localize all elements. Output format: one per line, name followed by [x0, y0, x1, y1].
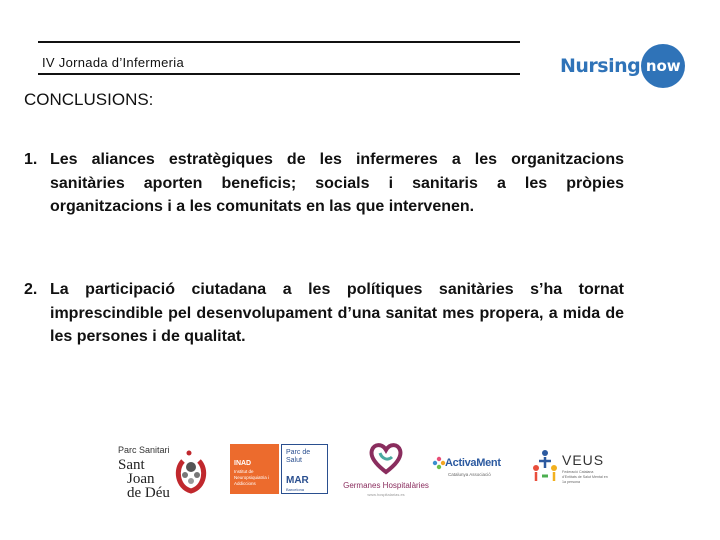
brand-circle: now — [641, 44, 685, 88]
brand-word: Nursing — [560, 55, 641, 77]
flower-icon — [432, 456, 446, 470]
people-icon — [530, 448, 560, 484]
conclusion-item — [24, 148, 624, 219]
sjd-line3: Joan — [127, 471, 155, 487]
sjd-line2: Sant — [118, 457, 145, 473]
logo-inad — [230, 444, 279, 494]
gh-url: www.hospitalarias.es — [367, 492, 405, 497]
section-heading: CONCLUSIONS: — [24, 90, 154, 109]
header-rule-bottom — [38, 73, 520, 75]
logo-germanes-hospitalaries — [340, 441, 432, 499]
logo-parc-de-salut-mar — [281, 444, 328, 494]
psmar-line2: MAR — [286, 475, 309, 486]
item-number: 2. — [24, 281, 38, 298]
activament-name: ActivaMent — [445, 457, 501, 469]
veus-name: VEUS — [562, 452, 605, 468]
psmar-line3: Barcelona — [286, 487, 305, 492]
header-title: IV Jornada d’Infermeria — [42, 55, 185, 70]
heart-icon — [368, 441, 404, 475]
item-text: Les aliances estratègiques de les infermeres a les organitzacions sanitàries aporten beneficis; socials i sanitaris a les pròpies organitzacions i a les comunitats en las que intervenen. — [50, 151, 624, 215]
psmar-line1: Parc de Salut — [286, 449, 311, 464]
inad-name: INAD — [234, 460, 252, 467]
inad-subtitle: Institut de Neuropsiquiatria i Addiccions — [234, 469, 270, 486]
sjd-emblem-icon — [173, 447, 209, 495]
activament-subtitle: Catalunya Associació — [448, 472, 491, 477]
item-number: 1. — [24, 151, 38, 168]
header-rule-top — [38, 41, 520, 43]
sjd-line4: de Déu — [127, 485, 170, 501]
logo-activament — [432, 454, 514, 484]
veus-subtitle: Federació Catalana d’Entitats de Salut Mental en 1a persona — [562, 470, 608, 484]
logo-veus — [530, 448, 610, 488]
gh-name: Germanes Hospitalàries — [343, 481, 429, 490]
nursing-now-logo — [560, 44, 685, 88]
item-text: La participació ciutadana a les polítiques sanitàries s’ha tornat imprescindible pel desenvolupament d’una sanitat mes propera, a mida de les persones i de qualitat. — [50, 281, 624, 345]
logo-parc-sanitari-sant-joan-de-deu — [113, 441, 213, 499]
sjd-line1: Parc Sanitari — [118, 445, 170, 455]
conclusion-item — [24, 278, 624, 349]
